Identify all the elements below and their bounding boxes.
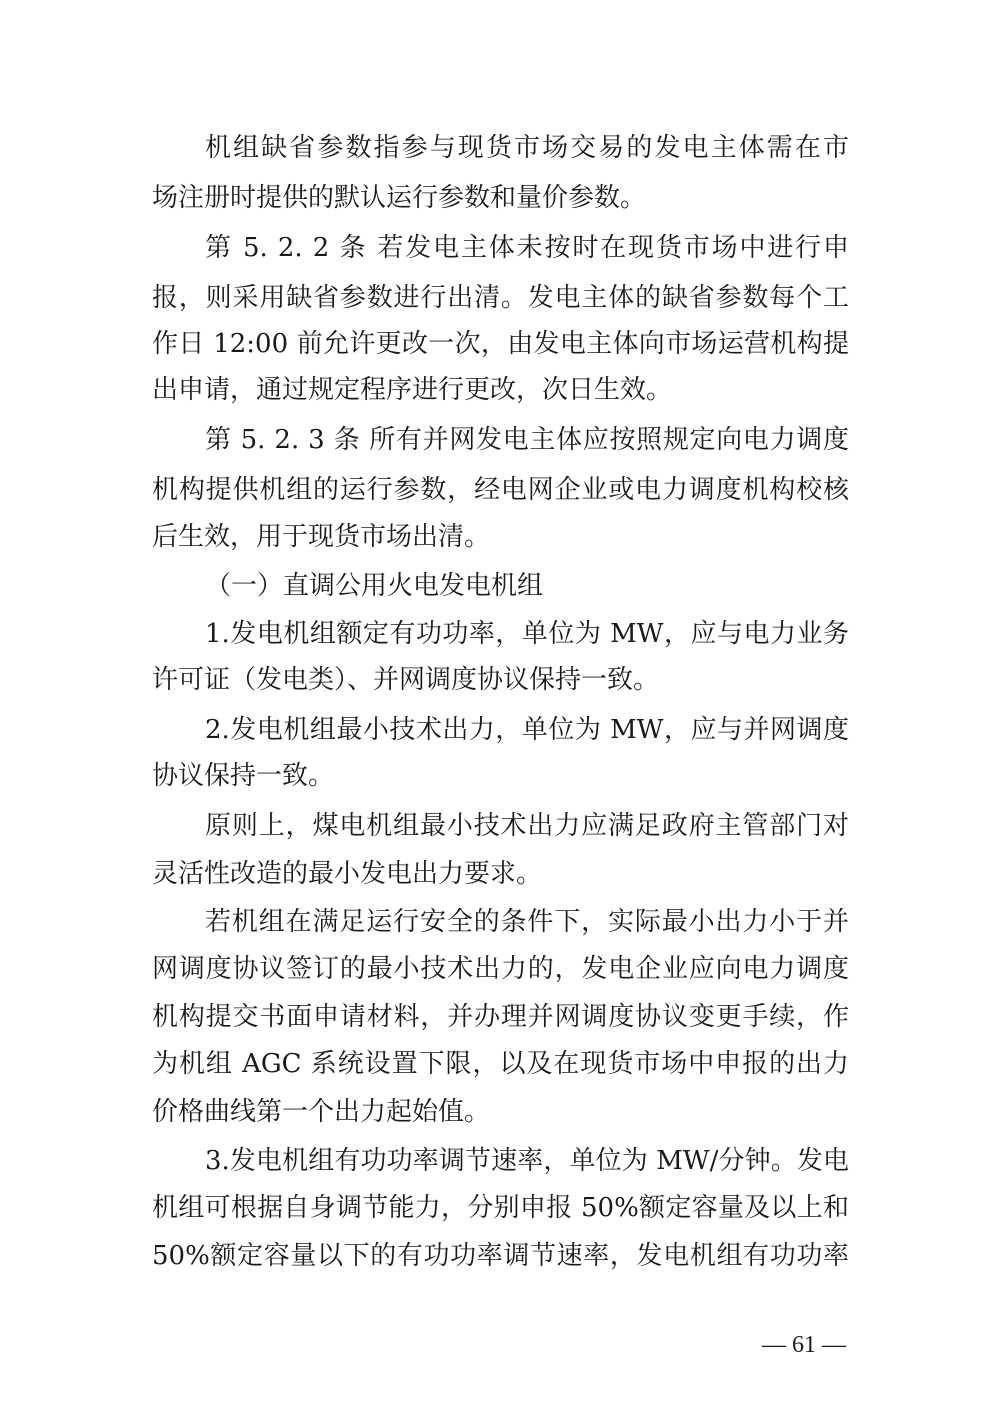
text-line: 价格曲线第一个出力起始值。 [152,1097,491,1127]
text-line: 50%额定容量以下的有功功率调节速率，发电机组有功功率 [152,1241,849,1271]
text-line: 原则上，煤电机组最小技术出力应满足政府主管部门对 [205,811,849,841]
text-line: 为机组 AGC 系统设置下限，以及在现货市场中申报的出力 [152,1049,849,1079]
text-line: 机构提交书面申请材料，并办理并网调度协议变更手续，作 [152,1002,849,1032]
text-line: 若机组在满足运行安全的条件下，实际最小出力小于并 [205,907,849,937]
text-line: 1.发电机组额定有功功率，单位为 MW，应与电力业务 [205,619,849,649]
text-line: 协议保持一致。 [152,761,335,791]
text-line: 第 5. 2. 2 条 若发电主体未按时在现货市场中进行申 [205,233,849,263]
text-line: 后生效，用于现货市场出清。 [152,522,491,552]
text-line: 2.发电机组最小技术出力，单位为 MW，应与并网调度 [205,715,849,745]
section-heading: （一）直调公用火电发电机组 [205,571,544,601]
text-line: 作日 12:00 前允许更改一次，由发电主体向市场运营机构提 [152,329,849,359]
text-line: 机组缺省参数指参与现货市场交易的发电主体需在市 [205,133,849,163]
text-line: 灵活性改造的最小发电出力要求。 [152,859,543,889]
text-line: 网调度协议签订的最小技术出力的，发电企业应向电力调度 [152,954,849,984]
text-line: 出申请，通过规定程序进行更改，次日生效。 [152,375,673,405]
text-line: 报，则采用缺省参数进行出清。发电主体的缺省参数每个工 [152,283,849,313]
text-line: 3.发电机组有功功率调节速率，单位为 MW/分钟。发电 [205,1146,849,1176]
text-line: 许可证（发电类）、并网调度协议保持一致。 [152,665,660,695]
text-line: 机组可根据自身调节能力，分别申报 50%额定容量及以上和 [152,1193,849,1223]
text-line: 第 5. 2. 3 条 所有并网发电主体应按照规定向电力调度 [205,425,849,455]
text-line: 机构提供机组的运行参数，经电网企业或电力调度机构校核 [152,475,849,505]
text-line: 场注册时提供的默认运行参数和量价参数。 [152,183,647,213]
page-number: — 61 — [762,1332,846,1358]
